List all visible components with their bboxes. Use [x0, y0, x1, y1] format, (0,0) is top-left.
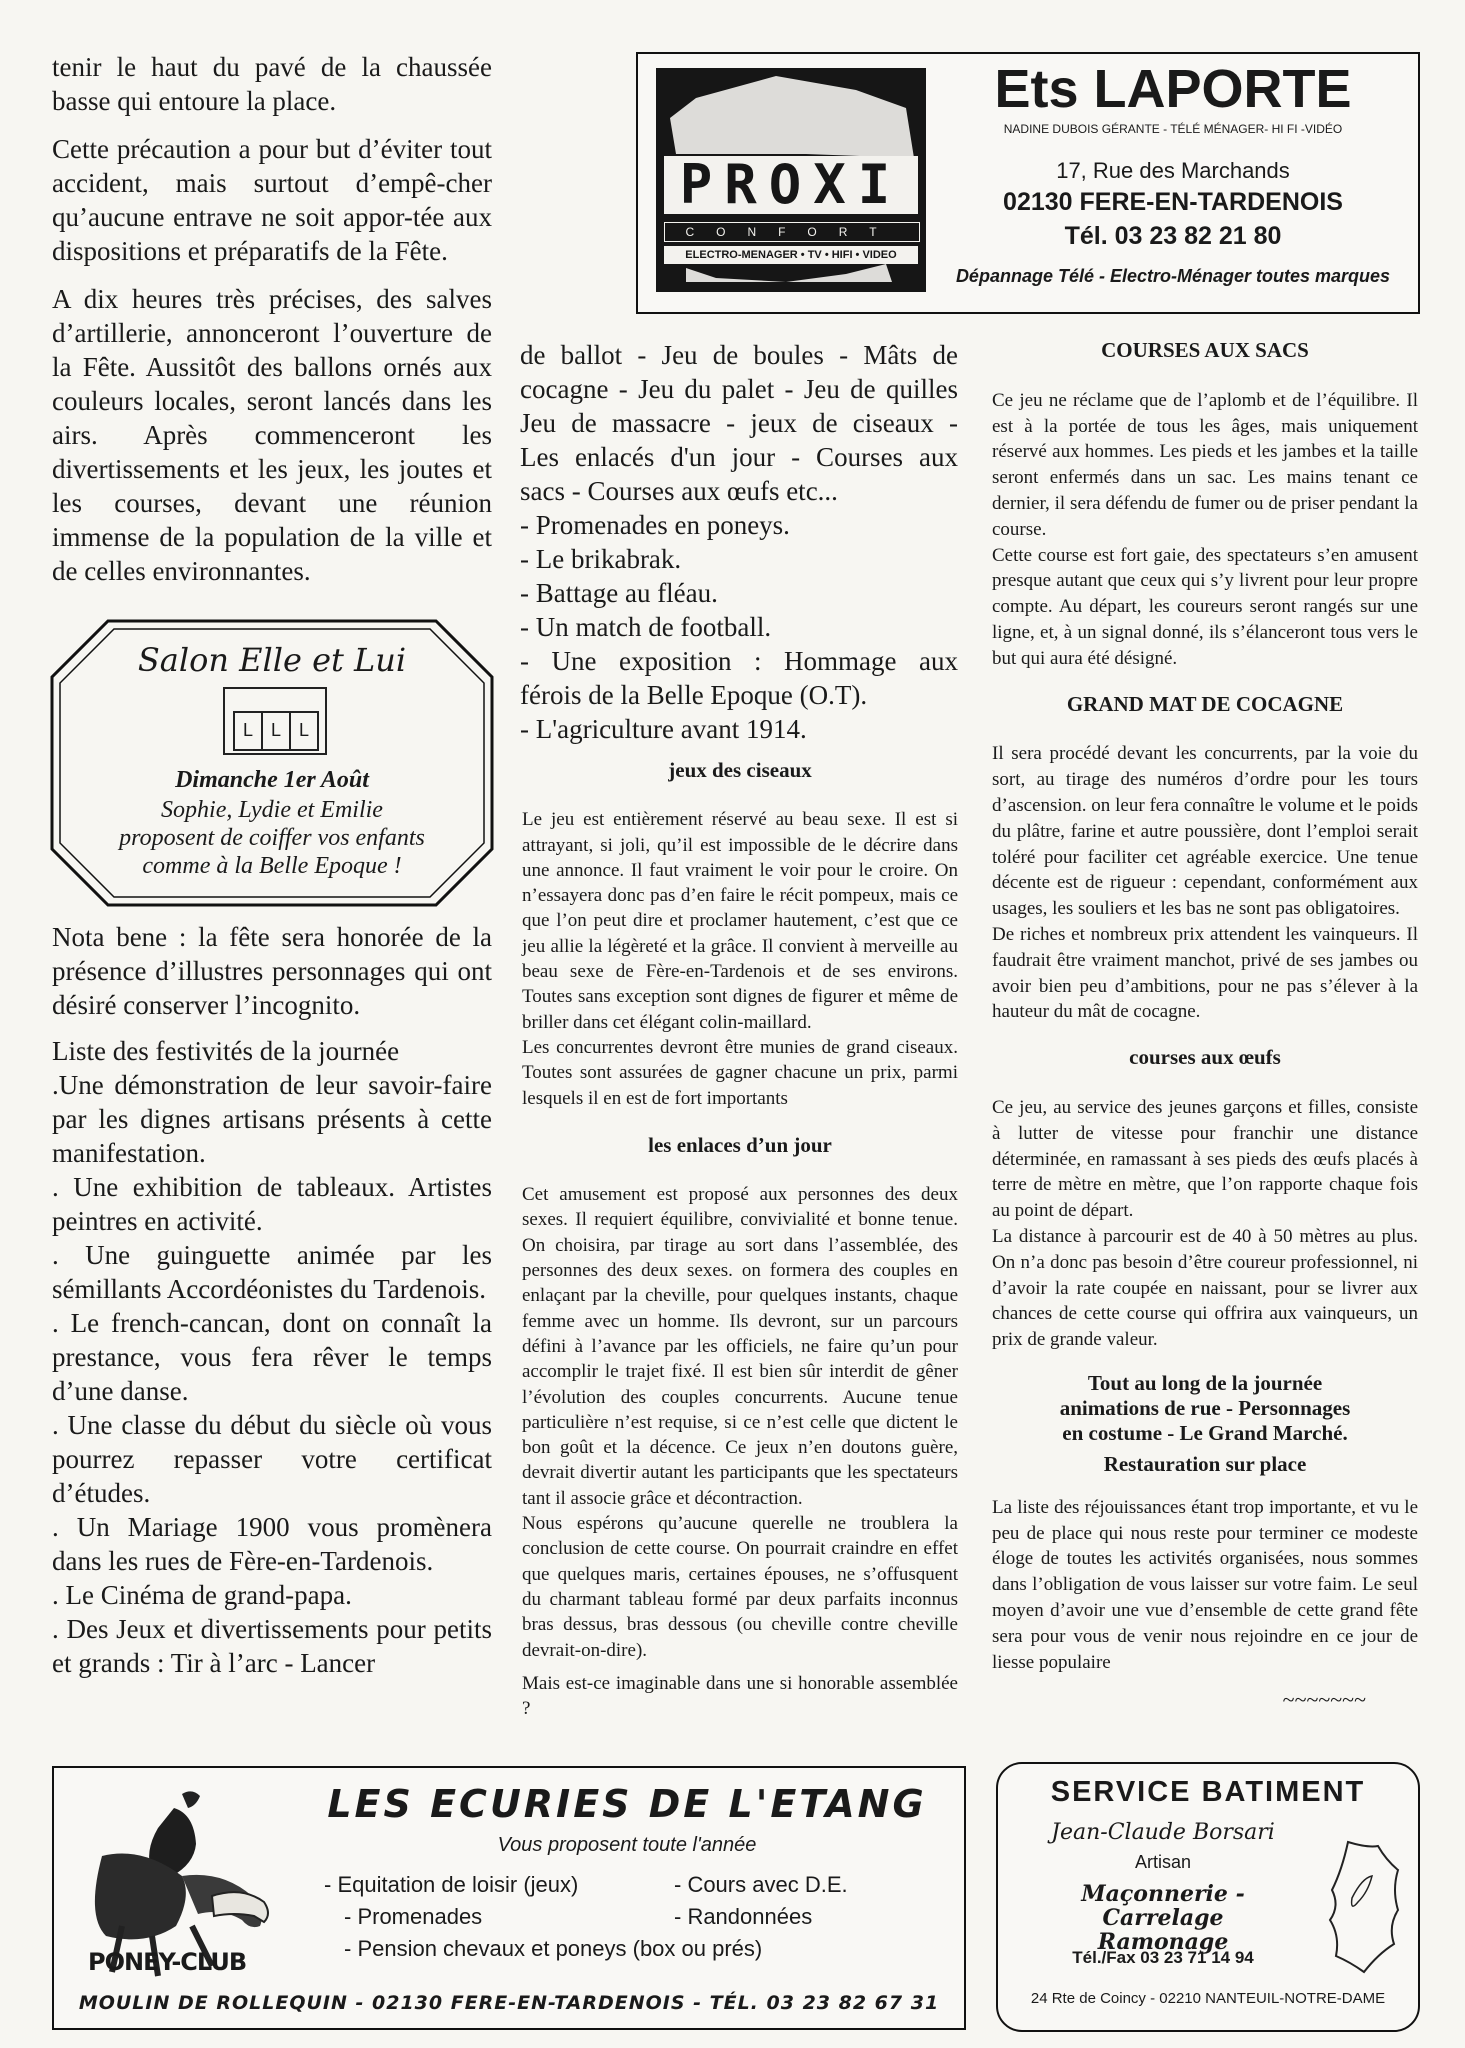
department-map-icon [1318, 1838, 1402, 1978]
sacs-heading: COURSES AUX SACS [1101, 338, 1309, 362]
enlaces-heading: les enlaces d’un jour [648, 1132, 832, 1157]
shop-manager: NADINE DUBOIS GÉRANTE - TÉLÉ MÉNAGER- HI FI -VIDÉO [1003, 122, 1343, 136]
activity-line: de ballot - Jeu de boules - Mâts de [520, 340, 958, 370]
middle-column-top [520, 338, 958, 746]
activity-line: - Le brikabrak. [520, 544, 682, 574]
service-address: 24 Rte de Coincy - 02210 NANTEUIL-NOTRE-DAME [1030, 1990, 1386, 2007]
service-name: Jean-Claude Borsari [1051, 1820, 1275, 1845]
shop-name: Ets LAPORTE [994, 59, 1352, 119]
activity-line: - Un match de football. [520, 612, 772, 642]
salon-date: Dimanche 1er Août [175, 767, 369, 793]
restauration-line: Restauration sur place [1103, 1451, 1307, 1476]
ciseaux-heading: jeux des ciseaux [668, 758, 812, 782]
mat-text-2: De riches et nombreux prix attendent les vainqueurs. Il faudrait être vraiment manchot, privé de ses jambes ou avoir bien peu d’ambitions, pour ne pas s’élever à la hauteur du mât de cocagne. [992, 923, 1418, 1023]
ecuries-item: - Promenades [344, 1904, 483, 1929]
list-item: . Une guinguette animée par les sémillants Accordéonistes du Tardenois. [52, 1240, 492, 1304]
activity-line: - Battage au fléau. [520, 578, 718, 608]
activity-line: férois de la Belle Epoque (O.T). [520, 680, 868, 710]
proxi-logo [656, 68, 926, 292]
salon-names: Sophie, Lydie et Emilie [161, 797, 383, 823]
salon-logo-cell: L [233, 711, 263, 751]
mat-heading: GRAND MAT DE COCAGNE [1066, 691, 1344, 716]
list-item: . Une exhibition de tableaux. Artistes peintres en activité. [52, 1172, 492, 1236]
salon-offer-end: comme à la Belle Epoque ! [142, 853, 402, 879]
service-trades-line: Ramonage [1097, 1929, 1229, 1955]
ecuries-item: - Randonnées [674, 1904, 813, 1929]
enlaces-text: Cet amusement est proposé aux personnes des deux sexes. Il requiert équilibre, convivialité et bonne tenue. On choisira, par tirage au sort dans l’assemblée, des personnes des deux sexes. on formera des couples en enlaçant par la cheville, pour quelques instants, chaque femme avec un homme. Ils devront, sur un parcours défini à l’avance par les officiels, ne faire qu’un pour accomplir le trajet fixé. Il est bien sûr interdit de gêner l’évolution des couples concurrents. Aucune tenue particulière n’est requise, si ce n’est celle que dictent le bon goût et la décence. Ce jeux n’en doutons guère, devrait divertir autant les participants que les spectateurs tant il associe grâce et décontraction. [522, 1184, 958, 1509]
ecuries-title: LES ECURIES DE L'ETANG [327, 1782, 927, 1826]
oeufs-heading: courses aux œufs [1129, 1045, 1281, 1070]
ecuries-subtitle: Vous proposent toute l'année [497, 1834, 757, 1856]
animations-line: animations de rue - Personnages [1059, 1395, 1351, 1420]
shop-city: 02130 FERE-EN-TARDENOIS [1003, 188, 1343, 216]
list-item: .Une démonstration de leur savoir-faire par les dignes artisans présents à cette manifestation. [52, 1070, 492, 1168]
service-batiment-ad [996, 1762, 1420, 2032]
list-item: . Des Jeux et divertissements pour petits et grands : Tir à l’arc - Lancer [52, 1614, 492, 1678]
list-item: Liste des festivités de la journée [52, 1036, 400, 1066]
service-role: Artisan [1134, 1852, 1192, 1872]
right-column [992, 338, 1418, 1713]
sacs-text: Ce jeu ne réclame que de l’aplomb et de l’équilibre. Il est à la portée de tous les âges, mais uniquement réservé aux hommes. Les pieds et les jambes et la taille seront enfermés dans un sac. Les mains tenant ce dernier, il sera défendu de fumer ou de priser pendant la course. [992, 389, 1418, 540]
nota-bene: Nota bene : la fête sera honorée de la présence d’illustres personnages qui ont désiré conserver l’incognito. [52, 922, 492, 1020]
salon-logo-cell: L [289, 711, 319, 751]
service-title: SERVICE BATIMENT [1050, 1776, 1366, 1808]
tilde-divider: ~~~~~~~ [1282, 1687, 1366, 1713]
salon-logo-cell: L [261, 711, 291, 751]
animations-line: Tout au long de la journée [1087, 1370, 1323, 1395]
proxi-categories: ELECTRO-MENAGER • TV • HIFI • VIDEO [664, 246, 918, 264]
shop-address: 17, Rue des Marchands [1056, 158, 1290, 183]
ecuries-item: - Equitation de loisir (jeux) [324, 1872, 579, 1897]
sacs-text-2: Cette course est fort gaie, des spectateurs s’en amusent presque autant que ceux qui s’y livrent pour leur propre compte. Au départ, les coureurs seront rangés sur une ligne, et, à un signal donné, ils s’élanceront tous vers le but qui aura été désigné. [992, 544, 1418, 669]
ecuries-item: - Cours avec D.E. [674, 1872, 848, 1897]
salon-title: Salon Elle et Lui [137, 641, 407, 679]
service-phone: Tél./Fax 03 23 71 14 94 [1072, 1948, 1254, 1967]
oeufs-text-2: La distance à parcourir est de 40 à 50 mètres au plus. On n’a donc pas besoin d’être coureur professionnel, ni d’avoir la rate coupée en naissant, pour se livrer aux chances de cette course qui offrira aux vainqueurs, un prix de grande valeur. [992, 1225, 1418, 1351]
enlaces-text-2: Nous espérons qu’aucune querelle ne troublera la conclusion de cette course. On pourrait craindre en effet que quelques maris, certaines épouses, ne s’offusquent du charmant tableau formé par deux parfaits inconnus bras dessus, bras dessous (ou cheville contre cheville devrait-on-dire). [522, 1513, 958, 1661]
animations-line: en costume - Le Grand Marché. [1062, 1420, 1348, 1445]
ecuries-item: - Pension chevaux et poneys (box ou prés) [344, 1936, 763, 1961]
activity-line: cocagne - Jeu du palet - Jeu de quilles [520, 374, 958, 404]
ecuries-footer: MOULIN DE ROLLEQUIN - 02130 FERE-EN-TARDENOIS - TÉL. 03 23 82 67 31 [78, 1992, 940, 2014]
activity-line: - Une exposition : Hommage aux [520, 646, 958, 676]
shop-phone: Tél. 03 23 82 21 80 [1064, 222, 1282, 250]
proxi-word: PROXI [664, 156, 918, 214]
list-item: . Le french-cancan, dont on connaît la prestance, vous fera rêver le temps d’une danse. [52, 1308, 492, 1406]
activity-line: sacs - Courses aux œufs etc... [520, 476, 838, 506]
ciseaux-text: Le jeu est entièrement réservé au beau sexe. Il est si attrayant, si joli, qu’il est impossible de le décrire dans une annonce. Il faut vraiment le voir pour le croire. On n’essayera donc pas d’en faire le récit pompeux, mais ce que l’on peut dire et proclamer hautement, c’est que ce jeu allie la légèreté et la grâce. Il convient à merveille au beau sexe de Fère-en-Tardenois et de ses environs. Toutes sans exception sont dignes de figurer et même de briller dans cet élégant colin-maillard. [522, 809, 958, 1033]
proxi-confort: CONFORT [664, 222, 920, 242]
shop-services: Dépannage Télé - Electro-Ménager toutes marques [955, 266, 1391, 286]
list-item: . Un Mariage 1900 vous promènera dans les rues de Fère-en-Tardenois. [52, 1512, 492, 1576]
activity-line: - L'agriculture avant 1914. [520, 714, 807, 744]
salon-offer: proposent de coiffer vos enfants [119, 825, 425, 851]
activity-line: Jeu de massacre - jeux de ciseaux - [520, 408, 958, 438]
service-trades-line: Maçonnerie - Carrelage [1081, 1881, 1245, 1931]
oeufs-text: Ce jeu, au service des jeunes garçons et filles, consiste à lutter de vitesse pour franchir une distance déterminée, en ramassant à ses pieds des œufs placés à terre de mètre en mètre, que l’on rapporte chaque fois au point de départ. [992, 1096, 1418, 1222]
salon-elle-et-lui-ad [48, 617, 496, 909]
opening-paragraph: A dix heures très précises, des salves d’artillerie, annonceront l’ouverture de la Fête. Aussitôt des ballons ornés aux couleurs locales, seront lancés dans les airs. Après commenceront les divertissements et les jeux, les joutes et les courses, devant une réunion immense de la population de la ville et de celles environnantes. [52, 284, 492, 586]
poney-club-label: PONEY-CLUB [88, 1948, 247, 1976]
middle-column-articles [522, 758, 958, 1721]
ciseaux-text-2: Les concurrentes devront être munies de grand ciseaux. Toutes sont assurées de gagner chacune un prix, parmi lesquels il en est de fort importants [522, 1036, 958, 1109]
proxi-laporte-ad [636, 52, 1420, 314]
salon-logo [223, 687, 327, 755]
service-trades [1018, 1882, 1308, 1954]
activity-line: - Promenades en poneys. [520, 510, 790, 540]
list-item: . Le Cinéma de grand-papa. [52, 1580, 352, 1610]
closing-text: La liste des réjouissances étant trop importante, et vu le peu de place qui nous reste pour terminer ce modeste éloge de toutes les activités organisées, nous sommes dans l’obligation de vous laisser sur votre faim. Le seul moyen d’avoir une vue d’ensemble de cette grand fête sera pour vous de venir nous rejoindre en ce jour de liesse populaire [992, 1496, 1418, 1673]
ecuries-etang-ad [52, 1766, 966, 2030]
list-item: . Une classe du début du siècle où vous pourrez repasser votre certificat d’études. [52, 1410, 492, 1508]
left-column-top [52, 50, 492, 602]
left-column-bottom [52, 920, 492, 1692]
intro-paragraph: tenir le haut du pavé de la chaussée basse qui entoure la place. [52, 52, 492, 116]
activity-line: Les enlacés d'un jour - Courses aux [520, 442, 958, 472]
enlaces-text-3: Mais est-ce imaginable dans une si honorable assemblée ? [522, 1672, 958, 1720]
festivities-list [52, 1034, 492, 1680]
precaution-paragraph: Cette précaution a pour but d’éviter tout accident, mais surtout d’empê-cher qu’aucune entrave ne soit appor-tée aux dispositions et préparatifs de la Fête. [52, 134, 492, 266]
mat-text: Il sera procédé devant les concurrents, par la voie du sort, au tirage des numéros d’ordre pour les tours d’ascension. on leur fera connaître le volume et le poids du plâtre, farine et autre poussière, dont l’emploi serait toléré pour faciliter cet agréable exercice. Une tenue décente est de rigueur : cependant, conformément aux usages, les souliers et les bas ne sont pas obligatoires. [992, 743, 1418, 920]
